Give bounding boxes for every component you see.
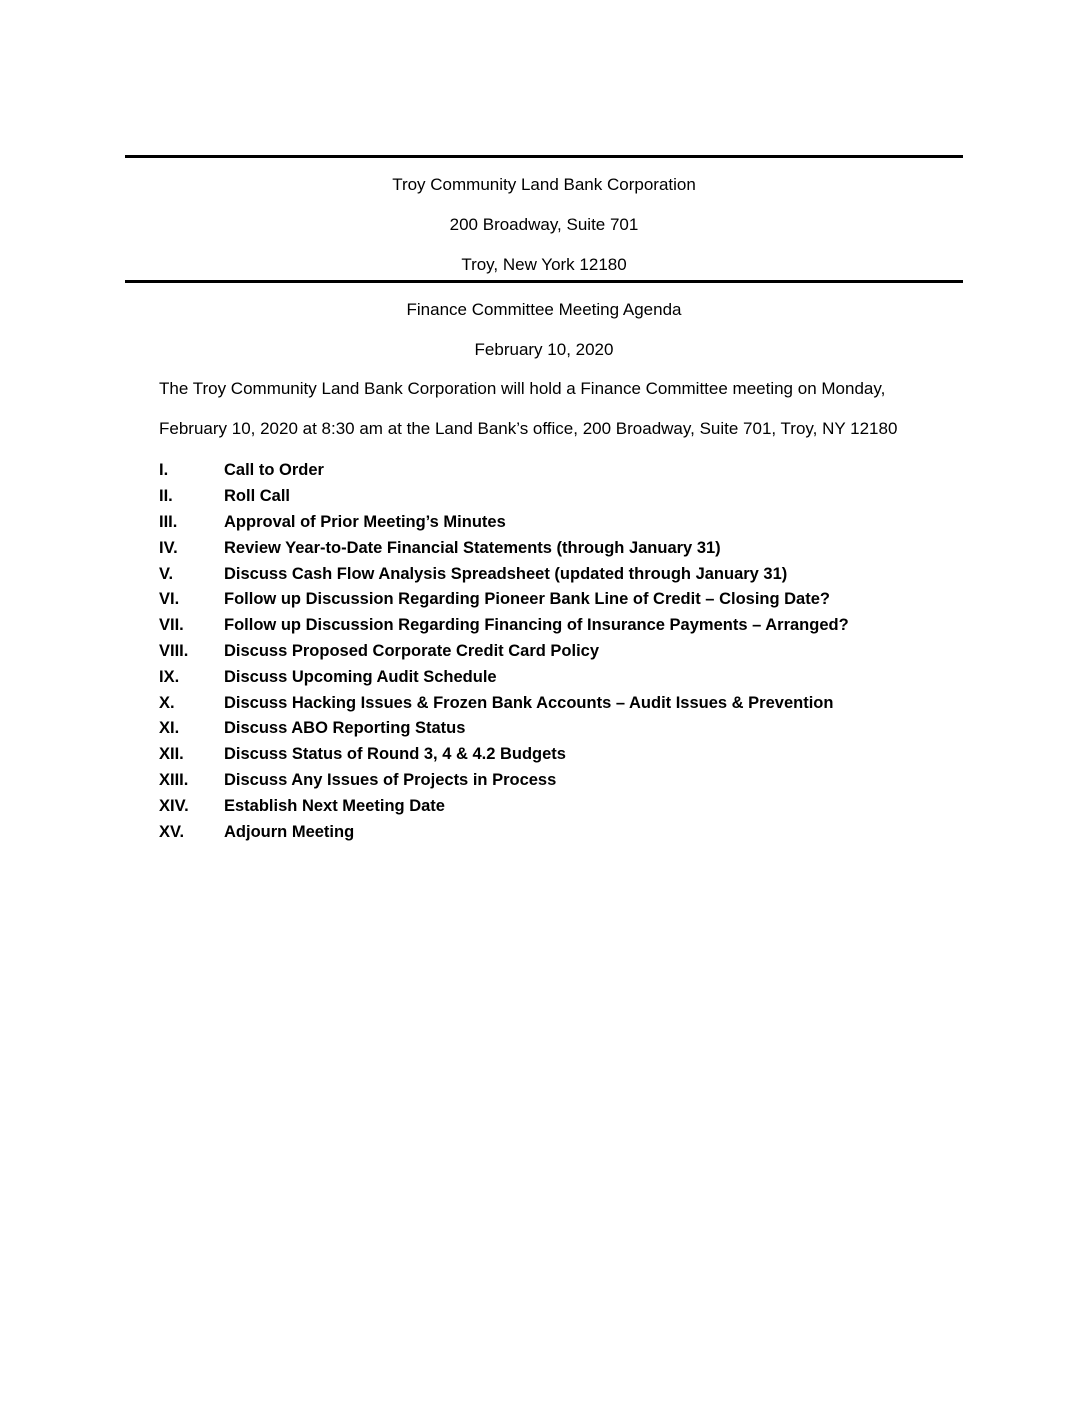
agenda-item-number: I. xyxy=(159,461,169,480)
organization-city: Troy, New York 12180 xyxy=(461,255,627,274)
organization-name: Troy Community Land Bank Corporation xyxy=(392,175,696,194)
agenda-item xyxy=(159,819,959,845)
agenda-item-text: Approval of Prior Meeting’s Minutes xyxy=(224,512,506,531)
agenda-item-text: Call to Order xyxy=(224,461,324,480)
agenda-item-number: VI. xyxy=(159,590,180,609)
organization-address: 200 Broadway, Suite 701 xyxy=(449,215,639,234)
agenda-item xyxy=(159,561,959,587)
agenda-item xyxy=(159,484,959,510)
agenda-item xyxy=(159,690,959,716)
agenda-item-text: Review Year-to-Date Financial Statements (through January 31) xyxy=(224,538,721,557)
agenda-item xyxy=(159,664,959,690)
agenda-item-text: Discuss Any Issues of Projects in Process xyxy=(224,770,557,789)
header-top-rule xyxy=(125,155,963,158)
agenda-item xyxy=(159,458,959,484)
agenda-item-number: XI. xyxy=(159,719,180,738)
meeting-title: Finance Committee Meeting Agenda xyxy=(406,300,682,319)
meeting-intro-line-1: The Troy Community Land Bank Corporation will hold a Finance Committee meeting on Monday, xyxy=(159,379,886,398)
agenda-item-text: Roll Call xyxy=(224,487,291,506)
agenda-item-number: XV. xyxy=(159,822,185,841)
agenda-item-number: XIV. xyxy=(159,796,189,815)
agenda-item-number: II. xyxy=(159,487,173,506)
agenda-item xyxy=(159,510,959,536)
agenda-item-text: Discuss Proposed Corporate Credit Card Policy xyxy=(224,641,600,660)
meeting-date: February 10, 2020 xyxy=(474,340,614,359)
agenda-item-number: III. xyxy=(159,512,178,531)
agenda-item xyxy=(159,742,959,768)
agenda-item xyxy=(159,535,959,561)
agenda-item xyxy=(159,768,959,794)
agenda-item xyxy=(159,639,959,665)
agenda-list xyxy=(159,458,959,845)
agenda-item-number: IV. xyxy=(159,538,178,557)
agenda-item-number: VIII. xyxy=(159,641,189,660)
agenda-item-number: IX. xyxy=(159,667,180,686)
agenda-item-text: Discuss Status of Round 3, 4 & 4.2 Budgets xyxy=(224,745,566,764)
agenda-item-text: Follow up Discussion Regarding Financing of Insurance Payments – Arranged? xyxy=(224,616,849,635)
agenda-item xyxy=(159,587,959,613)
agenda-item-text: Discuss Hacking Issues & Frozen Bank Accounts – Audit Issues & Prevention xyxy=(224,693,834,712)
agenda-item-text: Discuss Upcoming Audit Schedule xyxy=(224,667,497,686)
meeting-intro-line-2: February 10, 2020 at 8:30 am at the Land Bank’s office, 200 Broadway, Suite 701, Troy, NY 12180 xyxy=(159,419,898,438)
agenda-item-number: VII. xyxy=(159,616,184,635)
agenda-item-text: Establish Next Meeting Date xyxy=(224,796,445,815)
agenda-item-text: Follow up Discussion Regarding Pioneer Bank Line of Credit – Closing Date? xyxy=(224,590,830,609)
agenda-item xyxy=(159,793,959,819)
agenda-item-text: Adjourn Meeting xyxy=(224,822,355,841)
agenda-item-number: XII. xyxy=(159,745,184,764)
agenda-item-number: XIII. xyxy=(159,770,189,789)
agenda-item xyxy=(159,716,959,742)
agenda-item-number: V. xyxy=(159,564,174,583)
agenda-item-number: X. xyxy=(159,693,175,712)
header-bottom-rule xyxy=(125,280,963,283)
agenda-item xyxy=(159,613,959,639)
agenda-item-text: Discuss Cash Flow Analysis Spreadsheet (updated through January 31) xyxy=(224,564,788,583)
agenda-item-text: Discuss ABO Reporting Status xyxy=(224,719,466,738)
